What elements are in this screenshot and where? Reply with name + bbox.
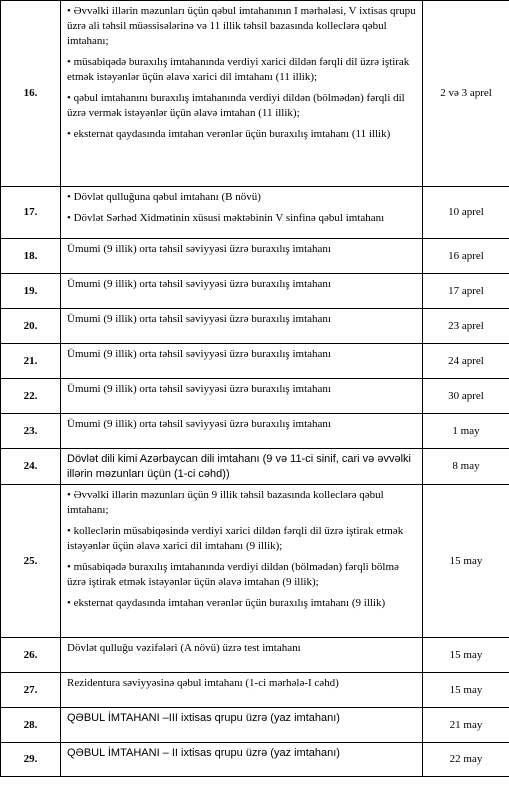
row-number: 27. (1, 673, 61, 708)
exam-date: 15 may (423, 638, 509, 673)
table-row (1, 485, 509, 638)
exam-description (61, 344, 423, 379)
exam-description (61, 743, 423, 777)
exam-date: 30 aprel (423, 379, 509, 414)
exam-date: 21 may (423, 708, 509, 743)
exam-description (61, 449, 423, 485)
exam-description (61, 309, 423, 344)
table-row (1, 638, 509, 673)
table-row (1, 449, 509, 485)
exam-description (61, 187, 423, 239)
exam-date: 17 aprel (423, 274, 509, 309)
exam-text: Ümumi (9 illik) orta təhsil səviyyəsi üzrə buraxılış imtahanı (67, 243, 331, 255)
row-number: 23. (1, 414, 61, 449)
exam-text: Dövlət qulluğu vəzifələri (A növü) üzrə test imtahanı (67, 642, 301, 654)
exam-date: 24 aprel (423, 344, 509, 379)
exam-description (61, 414, 423, 449)
exam-description (61, 379, 423, 414)
exam-text: Rezidentura səviyyəsinə qəbul imtahanı (1-ci mərhələ-I cəhd) (67, 677, 339, 689)
exam-description (61, 1, 423, 187)
exam-date: 10 aprel (423, 187, 509, 239)
table-row (1, 414, 509, 449)
bullet-item: • müsabiqədə buraxılış imtahanında verdiyi xarici dildən fərqli dil üzrə iştirak etmək istəyənlər üçün əlavə xarici dil imtahanı (11 illik); (67, 56, 410, 83)
table-row (1, 239, 509, 274)
exam-date: 15 may (423, 485, 509, 638)
row-number: 17. (1, 187, 61, 239)
bullet-item: • Əvvəlki illərin məzunları üçün 9 illik təhsil bazasında kolleclərə qəbul imtahanı; (67, 489, 384, 516)
table-row (1, 673, 509, 708)
exam-date: 2 və 3 aprel (423, 1, 509, 187)
table-row (1, 274, 509, 309)
row-number: 21. (1, 344, 61, 379)
exam-date: 1 may (423, 414, 509, 449)
bullet-item: • Dövlət qulluğuna qəbul imtahanı (B növü) (67, 191, 261, 203)
row-number: 22. (1, 379, 61, 414)
bullet-item: • Əvvəlki illərin məzunları üçün qəbul imtahanının I mərhələsi, V ixtisas qrupu üzrə ali təhsil müəssisələrinə və 11 illik təhsil bazasında kolleclərə qəbul imtahanı; (67, 5, 416, 47)
row-number: 18. (1, 239, 61, 274)
bullet-item: • kolleclərin müsabiqəsində verdiyi xarici dildən fərqli dil üzrə iştirak etmək istəyənlər üçün əlavə xarici dil imtahanı (9 illik); (67, 525, 404, 552)
row-number: 29. (1, 743, 61, 777)
table-row (1, 1, 509, 187)
row-number: 28. (1, 708, 61, 743)
exam-text: Dövlət dili kimi Azərbaycan dili imtahanı (9 və 11-ci sinif, cari və əvvəlki illərin məzunları üçün (1-ci cəhd)) (67, 453, 411, 480)
row-number: 19. (1, 274, 61, 309)
row-number: 26. (1, 638, 61, 673)
exam-description (61, 485, 423, 638)
row-number: 25. (1, 485, 61, 638)
bullet-item: • Dövlət Sərhəd Xidmətinin xüsusi məktəbinin V sinfinə qəbul imtahanı (67, 212, 385, 224)
exam-description (61, 239, 423, 274)
bullet-item: • müsabiqədə buraxılış imtahanında verdiyi dildən (bölmədən) fərqli bölmə üzrə iştirak etmək istəyənlər üçün əlavə imtahan (9 illik); (67, 561, 399, 588)
table-row (1, 309, 509, 344)
exam-date: 8 may (423, 449, 509, 485)
exam-date: 22 may (423, 743, 509, 777)
exam-date: 16 aprel (423, 239, 509, 274)
bullet-item: • eksternat qaydasında imtahan verənlər üçün buraxılış imtahanı (11 illik) (67, 128, 391, 140)
table-row (1, 187, 509, 239)
exam-text: Ümumi (9 illik) orta təhsil səviyyəsi üzrə buraxılış imtahanı (67, 313, 331, 325)
exam-text: QƏBUL İMTAHANI – II ixtisas qrupu üzrə (yaz imtahanı) (67, 747, 340, 759)
table-row (1, 379, 509, 414)
exam-date: 15 may (423, 673, 509, 708)
exam-text: Ümumi (9 illik) orta təhsil səviyyəsi üzrə buraxılış imtahanı (67, 383, 331, 395)
table-row (1, 708, 509, 743)
exam-description (61, 274, 423, 309)
table-row (1, 743, 509, 777)
exam-text: Ümumi (9 illik) orta təhsil səviyyəsi üzrə buraxılış imtahanı (67, 278, 331, 290)
row-number: 16. (1, 1, 61, 187)
exam-description (61, 673, 423, 708)
exam-date: 23 aprel (423, 309, 509, 344)
exam-text: Ümumi (9 illik) orta təhsil səviyyəsi üzrə buraxılış imtahanı (67, 418, 331, 430)
table-row (1, 344, 509, 379)
exam-description (61, 638, 423, 673)
exam-text: QƏBUL İMTAHANI –III ixtisas qrupu üzrə (yaz imtahanı) (67, 712, 340, 724)
bullet-item: • qəbul imtahanını buraxılış imtahanında verdiyi dildən (bölmədən) fərqli dil üzrə vermək istəyənlər üçün əlavə imtahan (11 illik); (67, 92, 405, 119)
row-number: 24. (1, 449, 61, 485)
row-number: 20. (1, 309, 61, 344)
bullet-item: • eksternat qaydasında imtahan verənlər üçün buraxılış imtahanı (9 illik) (67, 597, 386, 609)
exam-description (61, 708, 423, 743)
exam-text: Ümumi (9 illik) orta təhsil səviyyəsi üzrə buraxılış imtahanı (67, 348, 331, 360)
